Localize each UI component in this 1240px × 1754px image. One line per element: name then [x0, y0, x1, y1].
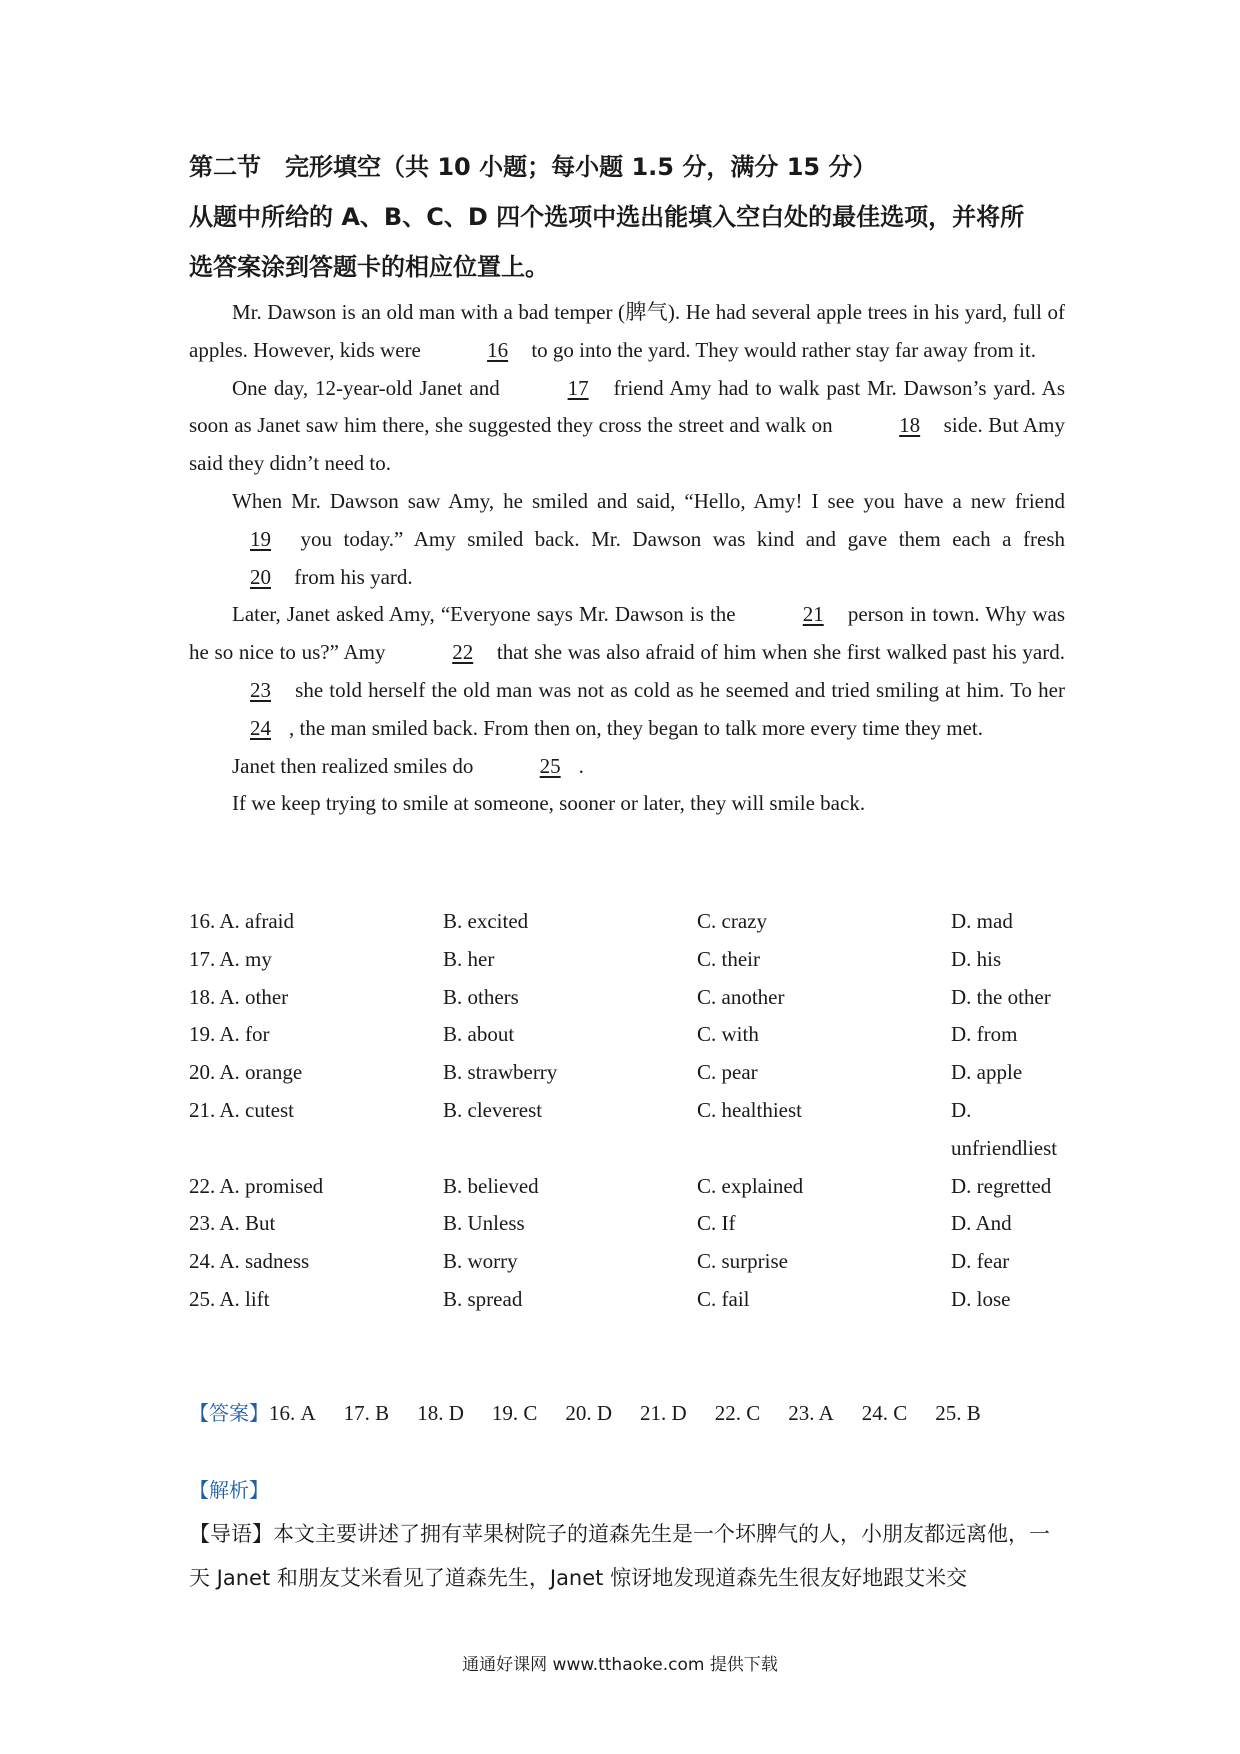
blank-24: 24	[250, 715, 271, 740]
option-a: 17. A. my	[189, 946, 272, 971]
question-options	[189, 1092, 1069, 1168]
option-d: D. fear	[951, 1249, 1010, 1274]
option-b: B. cleverest	[443, 1097, 543, 1122]
blank-16: 16	[487, 337, 509, 362]
option-a: 18. A. other	[189, 984, 289, 1009]
option-b: B. believed	[443, 1173, 539, 1198]
option-a: 21. A. cutest	[189, 1097, 294, 1122]
blank-20: 20	[250, 564, 271, 589]
option-b: B. spread	[443, 1286, 523, 1311]
blank-17: 17	[567, 375, 589, 400]
analysis-guide: 【导语】本文主要讲述了拥有苹果树院子的道森先生是一个坏脾气的人，小朋友都远离他，一天 Janet 和朋友艾米看见了道森先生，Janet 惊讶地发现道森先生很友好地跟艾米交	[189, 1522, 1050, 1590]
option-c: C. surprise	[697, 1249, 788, 1274]
option-a: 20. A. orange	[189, 1060, 303, 1085]
option-a: 19. A. for	[189, 1022, 270, 1047]
answer-key	[189, 1394, 1069, 1432]
option-b: B. worry	[443, 1249, 518, 1274]
question-options	[189, 1168, 1069, 1206]
blank-25: 25	[539, 753, 561, 778]
blank-23: 23	[250, 677, 271, 702]
option-d: D. from	[951, 1022, 1018, 1047]
answer-item: 24. C	[861, 1401, 908, 1425]
option-a: 16. A. afraid	[189, 909, 294, 933]
option-c: C. another	[697, 984, 785, 1009]
answer-item: 21. D	[640, 1401, 687, 1425]
answer-item: 19. C	[491, 1401, 538, 1425]
paragraph-4: Later, Janet asked Amy, “Everyone says Mr. Dawson is the 21 person in town. Why was he so nice to us?” Amy 22 that she was also afraid of him when she first walked past his yard. 23 she told herself the old man was not as cold as he seemed and tried smiling at him. To her 24 , the man smiled back. From then on, they began to talk more every time they met.	[189, 596, 1065, 747]
answer-item: 20. D	[565, 1401, 613, 1425]
blank-19: 19	[250, 526, 271, 551]
option-d: D. lose	[951, 1286, 1011, 1311]
option-b: B. her	[443, 946, 495, 971]
option-b: B. others	[443, 984, 519, 1009]
question-options	[189, 1243, 1069, 1281]
paragraph-3: When Mr. Dawson saw Amy, he smiled and said, “Hello, Amy! I see you have a new friend 19 you today.” Amy smiled back. Mr. Dawson was kind and gave them each a fresh 20 from his yard.	[189, 483, 1065, 596]
option-c: C. crazy	[697, 909, 767, 933]
question-options	[189, 979, 1069, 1017]
cloze-passage	[189, 294, 1065, 823]
blank-18: 18	[899, 413, 921, 438]
question-options	[189, 1281, 1069, 1319]
question-options	[189, 1054, 1069, 1092]
question-options	[189, 1016, 1069, 1054]
answer-tag: 【答案】	[189, 1401, 269, 1425]
option-d: D. his	[951, 946, 1002, 971]
answer-item: 16. A	[269, 1401, 316, 1425]
question-options	[189, 1205, 1069, 1243]
option-d: D. apple	[951, 1060, 1023, 1085]
option-d: D. regretted	[951, 1173, 1052, 1198]
option-a: 22. A. promised	[189, 1173, 324, 1198]
paragraph-6: If we keep trying to smile at someone, sooner or later, they will smile back.	[232, 791, 866, 816]
option-a: 25. A. lift	[189, 1286, 270, 1311]
paragraph-5: Janet then realized smiles do 25 .	[189, 748, 1065, 786]
option-d: D. And	[951, 1211, 1012, 1236]
option-c: C. If	[697, 1211, 736, 1236]
option-c: C. pear	[697, 1060, 758, 1085]
option-d: D. the other	[951, 984, 1051, 1009]
answer-item: 23. A	[788, 1401, 834, 1425]
answer-item: 25. B	[935, 1401, 981, 1425]
option-a: 23. A. But	[189, 1211, 276, 1236]
paragraph-2: One day, 12-year-old Janet and 17 friend Amy had to walk past Mr. Dawson’s yard. As soon as Janet saw him there, she suggested they cross the street and walk on 18 side. But Amy said they didn’t need to.	[189, 370, 1065, 483]
options-list	[189, 903, 1069, 1319]
answer-item: 18. D	[417, 1401, 464, 1425]
instruction-line-2: 选答案涂到答题卡的相应位置上。	[189, 253, 549, 281]
option-b: B. Unless	[443, 1211, 525, 1236]
analysis-tag: 【解析】	[189, 1478, 269, 1502]
blank-21: 21	[802, 602, 824, 627]
question-options	[189, 903, 1069, 941]
option-c: C. with	[697, 1022, 759, 1047]
option-b: B. excited	[443, 909, 529, 933]
option-c: C. fail	[697, 1286, 750, 1311]
option-a: 24. A. sadness	[189, 1249, 310, 1274]
blank-22: 22	[452, 640, 474, 665]
paragraph-1: Mr. Dawson is an old man with a bad temper (脾气). He had several apple trees in his yard, full of apples. However, kids were 16 to go into the yard. They would rather stay far away from it.	[189, 294, 1065, 370]
option-c: C. explained	[697, 1173, 804, 1198]
answer-item: 22. C	[714, 1401, 761, 1425]
option-b: B. strawberry	[443, 1060, 558, 1085]
section-title: 第二节 完形填空（共 10 小题；每小题 1.5 分，满分 15 分）	[189, 153, 877, 181]
question-options	[189, 941, 1069, 979]
page-footer: 通通好课网 www.tthaoke.com 提供下载	[462, 1655, 778, 1675]
option-d: D. mad	[951, 909, 1013, 933]
option-c: C. healthiest	[697, 1097, 802, 1122]
option-b: B. about	[443, 1022, 515, 1047]
instruction-line-1: 从题中所给的 A、B、C、D 四个选项中选出能填入空白处的最佳选项，并将所	[189, 203, 1025, 231]
option-d: D. unfriendliest	[951, 1097, 1058, 1160]
option-c: C. their	[697, 946, 760, 971]
answer-item: 17. B	[343, 1401, 390, 1425]
answer-items	[269, 1401, 1009, 1425]
